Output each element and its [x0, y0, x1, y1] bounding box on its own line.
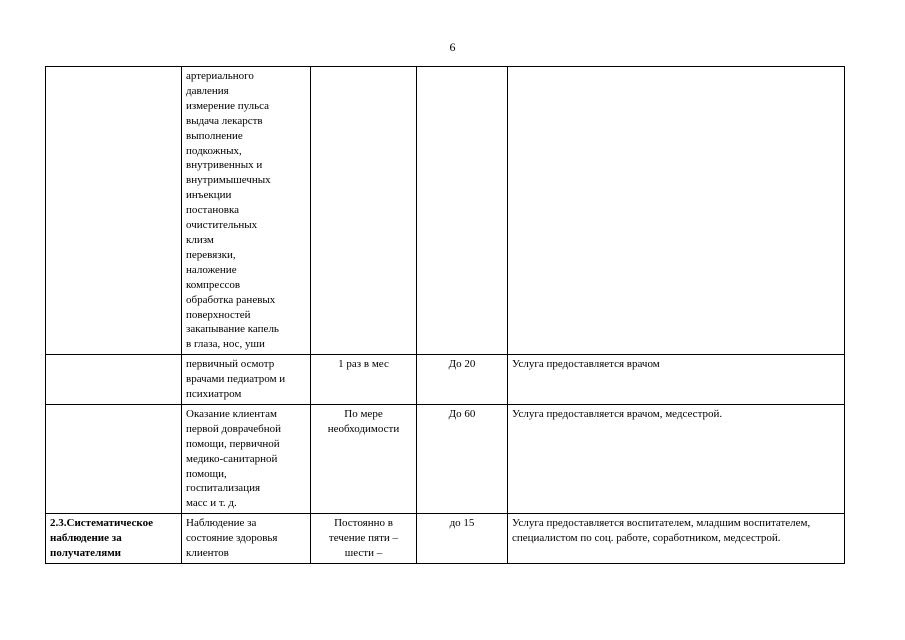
duration-cell: До 60 [417, 404, 508, 513]
service-line: внутривенных и [186, 159, 263, 172]
service-line: клизм [186, 233, 214, 246]
service-line: поверхностей [186, 308, 251, 321]
service-line: подкожных, [186, 144, 242, 157]
service-line: состояние здоровья [186, 532, 278, 545]
service-line: постановка [186, 204, 240, 217]
duration-cell: До 20 [417, 355, 508, 405]
category-cell [46, 404, 182, 513]
service-line: помощи, [186, 467, 227, 480]
frequency-line: необходимости [327, 422, 400, 435]
service-line: инъекции [186, 189, 232, 202]
service-line: наложение [186, 263, 237, 276]
service-line: измерение пульса [186, 99, 270, 112]
table-row [46, 404, 845, 513]
service-cell [182, 404, 311, 513]
service-line: выполнение [186, 129, 243, 142]
service-cell [182, 355, 311, 405]
service-cell [182, 67, 311, 355]
table-row [46, 514, 845, 564]
service-line: в глаза, нос, уши [186, 338, 265, 351]
service-line: медико-санитарной [186, 452, 278, 465]
frequency-cell [311, 67, 417, 355]
services-table [45, 66, 845, 564]
service-line: масс и т. д. [186, 497, 237, 510]
frequency-line: Постоянно в [334, 517, 393, 530]
service-line: первой доврачебной [186, 422, 282, 435]
table-row [46, 355, 845, 405]
service-line: компрессов [186, 278, 241, 291]
frequency-cell: 1 раз в мес [311, 355, 417, 405]
provider-cell: Услуга предоставляется врачом [508, 355, 845, 405]
frequency-line: шести – [344, 547, 383, 560]
service-line: Оказание клиентам [186, 407, 277, 420]
frequency-cell [311, 514, 417, 564]
category-line: наблюдение за [50, 532, 122, 545]
provider-cell [508, 67, 845, 355]
service-line: давления [186, 84, 229, 97]
duration-cell: до 15 [417, 514, 508, 564]
service-line: артериального [186, 70, 254, 82]
service-line: клиентов [186, 547, 229, 560]
category-line: получателями [50, 547, 122, 560]
category-line: 2.3.Систематическое [50, 517, 154, 530]
category-cell [46, 355, 182, 405]
service-line: перевязки, [186, 248, 236, 261]
service-line: врачами педиатром и [186, 373, 286, 386]
category-cell [46, 514, 182, 564]
service-line: выдача лекарств [186, 114, 263, 127]
service-line: психиатром [186, 388, 242, 401]
provider-cell: Услуга предоставляется врачом, медсестрой. [508, 404, 845, 513]
service-line: закапывание капель [186, 323, 279, 336]
service-line: помощи, первичной [186, 437, 280, 450]
service-line: первичный осмотр [186, 358, 275, 371]
duration-cell [417, 67, 508, 355]
service-line: госпитализация [186, 482, 261, 495]
frequency-line: течение пяти – [328, 532, 399, 545]
category-cell [46, 67, 182, 355]
service-line: внутримышечных [186, 174, 271, 187]
service-line: очистительных [186, 219, 258, 232]
page-number: 6 [449, 40, 456, 54]
service-line: обработка раневых [186, 293, 276, 306]
service-line: Наблюдение за [186, 517, 257, 530]
frequency-line: По мере [344, 407, 383, 420]
service-cell [182, 514, 311, 564]
provider-cell: Услуга предоставляется воспитателем, младшим воспитателем, специалистом по соц. работе, соработником, медсестрой. [508, 514, 845, 564]
frequency-cell [311, 404, 417, 513]
table-row [46, 67, 845, 355]
